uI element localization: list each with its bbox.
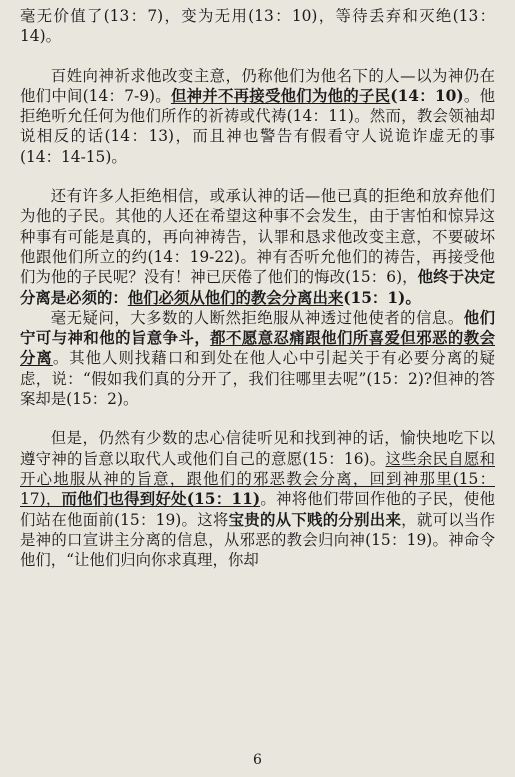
- text-run: 百姓向神祈求他改变主意，仍称他们为他名下的人—以为神仍在他们中间(14：7-9)。: [20, 66, 495, 105]
- paragraph: [20, 186, 495, 308]
- emphasized-text: 但神并不再接受他们为他的子民: [170, 86, 391, 105]
- text-run: 但是，仍然有少数的忠心信徒听见和找到神的话，愉快地吃下以遵守神的旨意以取代人或他们自己的意愿(15：16)。: [20, 429, 495, 468]
- emphasized-text: (14：10): [390, 86, 464, 105]
- emphasized-text: 都不愿意忍痛跟他们所喜爱但邪恶的教会分离: [20, 329, 495, 368]
- paragraph: [20, 308, 495, 409]
- text-run: ，就可以当作是神的口宣讲主分离的信息，从邪恶的教会归向神(15：19)。神命令他们，“让他们归向你求真理，你却: [20, 510, 495, 570]
- emphasized-text: 他们宁可与神和他的旨意争斗，: [20, 308, 495, 348]
- emphasized-text: 他终于决定分离是必须的：: [20, 268, 495, 307]
- paragraph: [20, 428, 495, 570]
- emphasized-text: (15：1)。: [343, 288, 421, 307]
- text-run: 毫无价值了(13：7)，变为无用(13：10)，等待丢弃和灭绝(13：14)。: [20, 7, 495, 46]
- text-run: 。他拒绝听允任何为他们所作的祈祷或代祷(14：11)。然而，教会领袖却说相反的话(14：13)，而且神也警告有假看守人说诡诈虚无的事(14：14-15)。: [20, 86, 495, 166]
- emphasized-text: 宝贵的从下贱的分别出来: [228, 510, 402, 529]
- text-run: 毫无疑问，大多数的人断然拒绝服从神透过他使者的信息。: [50, 308, 464, 327]
- page-number: 6: [253, 752, 262, 768]
- text-run: 。神将他们带回作他的子民，使他们站在他面前(15：19)。这将: [20, 490, 495, 529]
- emphasized-text: 而他们也得到好处(15：11): [61, 490, 261, 509]
- text-run: 还有许多人拒绝相信，或承认神的话—他已真的拒绝和放弃他们为他的子民。其他的人还在希望这种事不会发生，由于害怕和惊异这种事有可能是真的，再向神祷告，认罪和恳求他改变主意，不要破坏他跟他们所立的约(14：19-22)。神有否听允他们的祷告，再接受他们为他的子民呢？没有！神已厌倦了他们的悔改(15：6)，: [20, 187, 495, 287]
- paragraph: [20, 66, 495, 167]
- emphasized-text: 这些余民自愿和开心地服从神的旨意，跟他们的邪恶教会分离，回到神那里(15：17)，: [20, 449, 495, 509]
- body-text: [20, 6, 495, 570]
- emphasized-text: 他们必须从他们的教会分离出来: [127, 288, 344, 307]
- paragraph: [20, 6, 495, 47]
- text-run: 。其他人则找藉口和到处在他人心中引起关于有必要分离的疑虑，说：“假如我们真的分开了，我们往哪里去呢”(15：2)?但神的答案却是(15：2)。: [20, 349, 495, 409]
